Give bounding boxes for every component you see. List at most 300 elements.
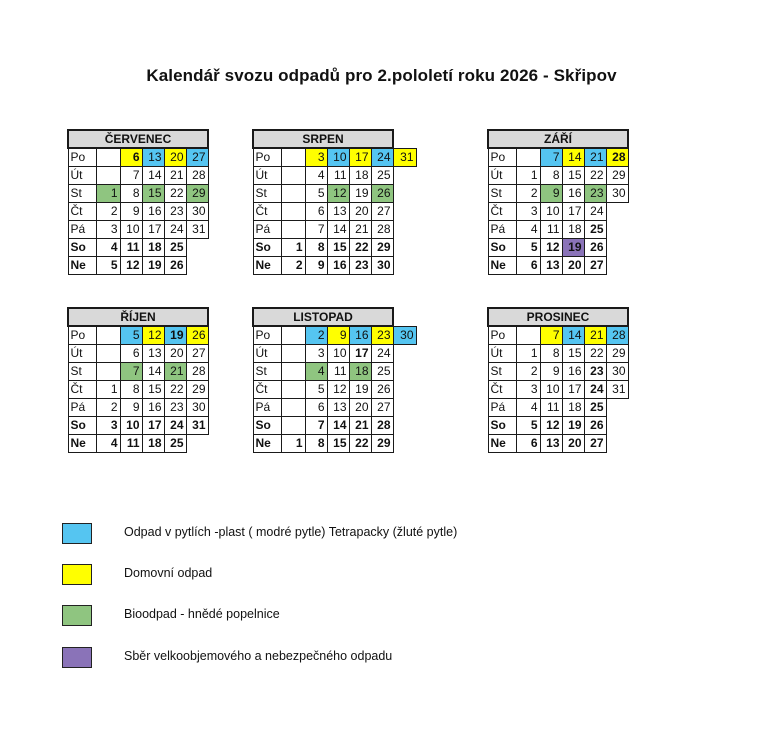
calendar-row <box>253 148 416 167</box>
day-cell: 27 <box>371 399 393 417</box>
day-cell: 5 <box>120 326 142 345</box>
weekday-label: Po <box>253 148 281 167</box>
day-cell: 31 <box>393 148 416 167</box>
day-cell: 11 <box>327 167 349 185</box>
day-cell: 20 <box>349 203 371 221</box>
day-cell: 11 <box>540 399 562 417</box>
calendar-row <box>488 417 628 435</box>
weekday-label: Čt <box>68 203 96 221</box>
day-cell: 20 <box>349 399 371 417</box>
day-cell: 18 <box>142 435 164 453</box>
day-cell: 14 <box>142 167 164 185</box>
empty-cell <box>281 185 305 203</box>
day-cell: 24 <box>164 221 186 239</box>
day-cell: 19 <box>164 326 186 345</box>
day-cell: 15 <box>142 381 164 399</box>
weekday-label: So <box>253 239 281 257</box>
calendar-row <box>253 345 416 363</box>
day-cell: 8 <box>540 345 562 363</box>
weekday-label: Ne <box>253 257 281 275</box>
day-cell: 20 <box>562 435 584 453</box>
day-cell: 22 <box>349 239 371 257</box>
calendar-row <box>68 239 208 257</box>
day-cell: 11 <box>327 363 349 381</box>
empty-cell <box>281 417 305 435</box>
calendar-row <box>253 167 416 185</box>
day-cell: 17 <box>142 221 164 239</box>
calendar-row <box>68 326 208 345</box>
day-cell: 25 <box>164 435 186 453</box>
legend-swatch-purple <box>62 647 92 668</box>
day-cell: 17 <box>562 381 584 399</box>
day-cell: 10 <box>327 148 349 167</box>
day-cell: 20 <box>562 257 584 275</box>
calendar-row <box>68 257 208 275</box>
day-cell: 4 <box>516 221 540 239</box>
calendar-row <box>68 221 208 239</box>
calendar-row <box>253 399 416 417</box>
day-cell: 12 <box>120 257 142 275</box>
day-cell: 18 <box>349 167 371 185</box>
day-cell: 5 <box>305 381 327 399</box>
day-cell: 5 <box>305 185 327 203</box>
day-cell: 16 <box>142 399 164 417</box>
weekday-label: So <box>68 417 96 435</box>
weekday-label: St <box>488 363 516 381</box>
day-cell: 19 <box>562 239 584 257</box>
day-cell: 9 <box>540 363 562 381</box>
calendar-row <box>488 345 628 363</box>
calendar-row <box>488 167 628 185</box>
day-cell: 24 <box>371 345 393 363</box>
calendar-row <box>68 381 208 399</box>
weekday-label: Pá <box>68 399 96 417</box>
day-cell: 21 <box>349 221 371 239</box>
day-cell: 21 <box>164 167 186 185</box>
day-cell: 13 <box>327 399 349 417</box>
calendar-row <box>488 203 628 221</box>
weekday-label: So <box>488 239 516 257</box>
day-cell: 23 <box>584 363 606 381</box>
day-cell: 19 <box>349 185 371 203</box>
day-cell: 2 <box>305 326 327 345</box>
day-cell: 18 <box>562 221 584 239</box>
weekday-label: Út <box>488 167 516 185</box>
legend-label: Domovní odpad <box>124 566 213 580</box>
calendar-row <box>488 381 628 399</box>
weekday-label: Ne <box>253 435 281 453</box>
weekday-label: So <box>488 417 516 435</box>
day-cell: 4 <box>516 399 540 417</box>
day-cell: 12 <box>327 185 349 203</box>
day-cell: 17 <box>562 203 584 221</box>
day-cell: 25 <box>371 363 393 381</box>
weekday-label: Po <box>253 326 281 345</box>
calendar-row <box>253 363 416 381</box>
day-cell: 9 <box>120 399 142 417</box>
day-cell: 27 <box>584 435 606 453</box>
day-cell: 13 <box>142 148 164 167</box>
month-calendar-july <box>67 129 209 275</box>
day-cell: 10 <box>540 203 562 221</box>
weekday-label: Pá <box>488 221 516 239</box>
calendar-row <box>253 381 416 399</box>
day-cell: 23 <box>164 203 186 221</box>
day-cell: 4 <box>96 239 120 257</box>
day-cell: 16 <box>562 185 584 203</box>
legend-swatch-blue <box>62 523 92 544</box>
calendar-row <box>68 399 208 417</box>
day-cell: 1 <box>516 167 540 185</box>
day-cell: 15 <box>562 167 584 185</box>
day-cell: 12 <box>540 417 562 435</box>
calendar-row <box>68 363 208 381</box>
empty-cell <box>281 326 305 345</box>
day-cell: 11 <box>120 239 142 257</box>
day-cell: 14 <box>327 221 349 239</box>
calendar-row <box>68 417 208 435</box>
weekday-label: Pá <box>68 221 96 239</box>
day-cell: 6 <box>120 148 142 167</box>
weekday-label: Ne <box>488 435 516 453</box>
weekday-label: So <box>253 417 281 435</box>
day-cell: 22 <box>164 185 186 203</box>
month-calendar-december <box>487 307 629 453</box>
day-cell: 4 <box>305 167 327 185</box>
weekday-label: Ne <box>68 257 96 275</box>
day-cell: 31 <box>186 417 208 435</box>
calendar-row <box>68 345 208 363</box>
calendar-row <box>488 148 628 167</box>
day-cell: 8 <box>120 381 142 399</box>
day-cell: 15 <box>142 185 164 203</box>
day-cell: 8 <box>540 167 562 185</box>
day-cell: 18 <box>562 399 584 417</box>
weekday-label: Ne <box>68 435 96 453</box>
day-cell: 7 <box>305 417 327 435</box>
day-cell: 2 <box>516 363 540 381</box>
day-cell: 12 <box>327 381 349 399</box>
calendar-row <box>68 185 208 203</box>
day-cell: 23 <box>584 185 606 203</box>
page-title: Kalendář svozu odpadů pro 2.pololetí roku 2026 - Skřipov <box>146 66 617 85</box>
day-cell: 29 <box>371 435 393 453</box>
day-cell: 16 <box>142 203 164 221</box>
day-cell: 25 <box>584 221 606 239</box>
day-cell: 3 <box>516 381 540 399</box>
day-cell: 22 <box>584 345 606 363</box>
day-cell: 30 <box>186 203 208 221</box>
day-cell: 15 <box>562 345 584 363</box>
calendar-row <box>488 257 628 275</box>
day-cell: 19 <box>562 417 584 435</box>
day-cell: 2 <box>516 185 540 203</box>
empty-cell <box>96 148 120 167</box>
weekday-label: Út <box>253 167 281 185</box>
weekday-label: Pá <box>253 399 281 417</box>
day-cell: 17 <box>349 148 371 167</box>
day-cell: 21 <box>349 417 371 435</box>
weekday-label: Ne <box>488 257 516 275</box>
day-cell: 23 <box>371 326 393 345</box>
day-cell: 16 <box>327 257 349 275</box>
weekday-label: Po <box>488 326 516 345</box>
day-cell: 2 <box>96 399 120 417</box>
day-cell: 30 <box>606 363 628 381</box>
month-table <box>487 307 629 453</box>
day-cell: 9 <box>120 203 142 221</box>
month-calendar-september <box>487 129 629 275</box>
calendar-row <box>488 326 628 345</box>
day-cell: 1 <box>281 435 305 453</box>
month-table <box>252 129 417 275</box>
weekday-label: Út <box>253 345 281 363</box>
day-cell: 14 <box>142 363 164 381</box>
day-cell: 7 <box>305 221 327 239</box>
weekday-label: Čt <box>488 381 516 399</box>
day-cell: 16 <box>349 326 371 345</box>
day-cell: 6 <box>516 435 540 453</box>
day-cell: 30 <box>371 257 393 275</box>
calendar-row <box>253 203 416 221</box>
day-cell: 28 <box>606 326 628 345</box>
empty-cell <box>96 326 120 345</box>
day-cell: 3 <box>305 345 327 363</box>
empty-cell <box>96 167 120 185</box>
calendar-row <box>68 435 208 453</box>
day-cell: 13 <box>142 345 164 363</box>
empty-cell <box>281 399 305 417</box>
day-cell: 1 <box>516 345 540 363</box>
day-cell: 6 <box>305 399 327 417</box>
day-cell: 5 <box>516 239 540 257</box>
day-cell: 19 <box>142 257 164 275</box>
day-cell: 8 <box>305 435 327 453</box>
month-table <box>67 129 209 275</box>
day-cell: 7 <box>120 167 142 185</box>
day-cell: 23 <box>349 257 371 275</box>
day-cell: 17 <box>142 417 164 435</box>
weekday-label: St <box>488 185 516 203</box>
calendar-row <box>253 326 416 345</box>
day-cell: 7 <box>120 363 142 381</box>
day-cell: 3 <box>305 148 327 167</box>
weekday-label: Út <box>488 345 516 363</box>
empty-cell <box>281 345 305 363</box>
day-cell: 11 <box>540 221 562 239</box>
month-header: PROSINEC <box>488 308 628 326</box>
weekday-label: So <box>68 239 96 257</box>
day-cell: 7 <box>540 148 562 167</box>
weekday-label: Po <box>68 148 96 167</box>
calendar-row <box>68 203 208 221</box>
day-cell: 27 <box>371 203 393 221</box>
day-cell: 10 <box>120 417 142 435</box>
day-cell: 30 <box>393 326 416 345</box>
day-cell: 15 <box>327 239 349 257</box>
legend-label: Bioodpad - hnědé popelnice <box>124 607 280 621</box>
day-cell: 28 <box>371 221 393 239</box>
month-header: ŘÍJEN <box>68 308 208 326</box>
day-cell: 13 <box>540 435 562 453</box>
weekday-label: St <box>68 363 96 381</box>
month-calendar-august <box>252 129 417 275</box>
day-cell: 22 <box>164 381 186 399</box>
day-cell: 26 <box>371 185 393 203</box>
month-table <box>67 307 209 453</box>
month-calendar-november <box>252 307 417 453</box>
calendar-row <box>253 239 416 257</box>
day-cell: 26 <box>584 239 606 257</box>
day-cell: 11 <box>120 435 142 453</box>
day-cell: 4 <box>96 435 120 453</box>
day-cell: 6 <box>120 345 142 363</box>
calendar-row <box>253 417 416 435</box>
day-cell: 8 <box>305 239 327 257</box>
day-cell: 30 <box>186 399 208 417</box>
day-cell: 6 <box>305 203 327 221</box>
day-cell: 17 <box>349 345 371 363</box>
weekday-label: Čt <box>488 203 516 221</box>
day-cell: 28 <box>186 167 208 185</box>
calendar-row <box>488 435 628 453</box>
weekday-label: Út <box>68 345 96 363</box>
day-cell: 27 <box>186 345 208 363</box>
weekday-label: Út <box>68 167 96 185</box>
weekday-label: St <box>253 185 281 203</box>
calendar-row <box>253 221 416 239</box>
calendar-row <box>488 399 628 417</box>
day-cell: 8 <box>120 185 142 203</box>
month-header: ZÁŘÍ <box>488 130 628 148</box>
empty-cell <box>516 326 540 345</box>
day-cell: 24 <box>371 148 393 167</box>
weekday-label: Pá <box>253 221 281 239</box>
day-cell: 22 <box>349 435 371 453</box>
empty-cell <box>281 148 305 167</box>
day-cell: 28 <box>606 148 628 167</box>
day-cell: 6 <box>516 257 540 275</box>
day-cell: 9 <box>305 257 327 275</box>
day-cell: 18 <box>349 363 371 381</box>
empty-cell <box>96 345 120 363</box>
empty-cell <box>281 221 305 239</box>
day-cell: 26 <box>186 326 208 345</box>
weekday-label: Čt <box>253 203 281 221</box>
day-cell: 20 <box>164 345 186 363</box>
calendar-row <box>488 239 628 257</box>
legend-swatch-green <box>62 605 92 626</box>
day-cell: 12 <box>540 239 562 257</box>
day-cell: 28 <box>371 417 393 435</box>
calendar-row <box>68 167 208 185</box>
calendar-row <box>68 148 208 167</box>
day-cell: 25 <box>371 167 393 185</box>
day-cell: 10 <box>327 345 349 363</box>
calendar-row <box>488 221 628 239</box>
day-cell: 2 <box>281 257 305 275</box>
day-cell: 27 <box>584 257 606 275</box>
day-cell: 24 <box>584 203 606 221</box>
day-cell: 29 <box>606 167 628 185</box>
weekday-label: Po <box>68 326 96 345</box>
day-cell: 21 <box>164 363 186 381</box>
empty-cell <box>281 381 305 399</box>
day-cell: 29 <box>186 381 208 399</box>
day-cell: 25 <box>164 239 186 257</box>
weekday-label: Po <box>488 148 516 167</box>
calendar-row <box>253 185 416 203</box>
month-table <box>252 307 417 453</box>
month-header: SRPEN <box>253 130 393 148</box>
day-cell: 19 <box>349 381 371 399</box>
day-cell: 14 <box>562 148 584 167</box>
day-cell: 18 <box>142 239 164 257</box>
day-cell: 10 <box>120 221 142 239</box>
day-cell: 28 <box>186 363 208 381</box>
day-cell: 26 <box>371 381 393 399</box>
day-cell: 27 <box>186 148 208 167</box>
day-cell: 21 <box>584 326 606 345</box>
day-cell: 13 <box>327 203 349 221</box>
month-calendar-october <box>67 307 209 453</box>
day-cell: 2 <box>96 203 120 221</box>
legend-label: Sběr velkoobjemového a nebezpečného odpadu <box>124 649 393 663</box>
day-cell: 26 <box>164 257 186 275</box>
day-cell: 3 <box>96 221 120 239</box>
day-cell: 1 <box>281 239 305 257</box>
legend-swatch-yellow <box>62 564 92 585</box>
weekday-label: St <box>68 185 96 203</box>
empty-cell <box>281 363 305 381</box>
day-cell: 29 <box>606 345 628 363</box>
day-cell: 22 <box>584 167 606 185</box>
day-cell: 25 <box>584 399 606 417</box>
empty-cell <box>96 363 120 381</box>
day-cell: 13 <box>540 257 562 275</box>
day-cell: 31 <box>606 381 628 399</box>
day-cell: 10 <box>540 381 562 399</box>
calendar-row <box>253 435 416 453</box>
day-cell: 14 <box>562 326 584 345</box>
day-cell: 16 <box>562 363 584 381</box>
month-table <box>487 129 629 275</box>
day-cell: 5 <box>516 417 540 435</box>
day-cell: 29 <box>371 239 393 257</box>
calendar-row <box>488 185 628 203</box>
day-cell: 24 <box>584 381 606 399</box>
day-cell: 15 <box>327 435 349 453</box>
empty-cell <box>281 203 305 221</box>
day-cell: 4 <box>305 363 327 381</box>
empty-cell <box>281 167 305 185</box>
weekday-label: Čt <box>253 381 281 399</box>
weekday-label: Pá <box>488 399 516 417</box>
day-cell: 12 <box>142 326 164 345</box>
day-cell: 21 <box>584 148 606 167</box>
day-cell: 31 <box>186 221 208 239</box>
day-cell: 3 <box>516 203 540 221</box>
day-cell: 30 <box>606 185 628 203</box>
month-header: LISTOPAD <box>253 308 393 326</box>
day-cell: 1 <box>96 185 120 203</box>
day-cell: 14 <box>327 417 349 435</box>
day-cell: 1 <box>96 381 120 399</box>
day-cell: 23 <box>164 399 186 417</box>
day-cell: 5 <box>96 257 120 275</box>
day-cell: 9 <box>327 326 349 345</box>
legend-label: Odpad v pytlích -plast ( modré pytle) Tetrapacky (žluté pytle) <box>124 525 458 539</box>
